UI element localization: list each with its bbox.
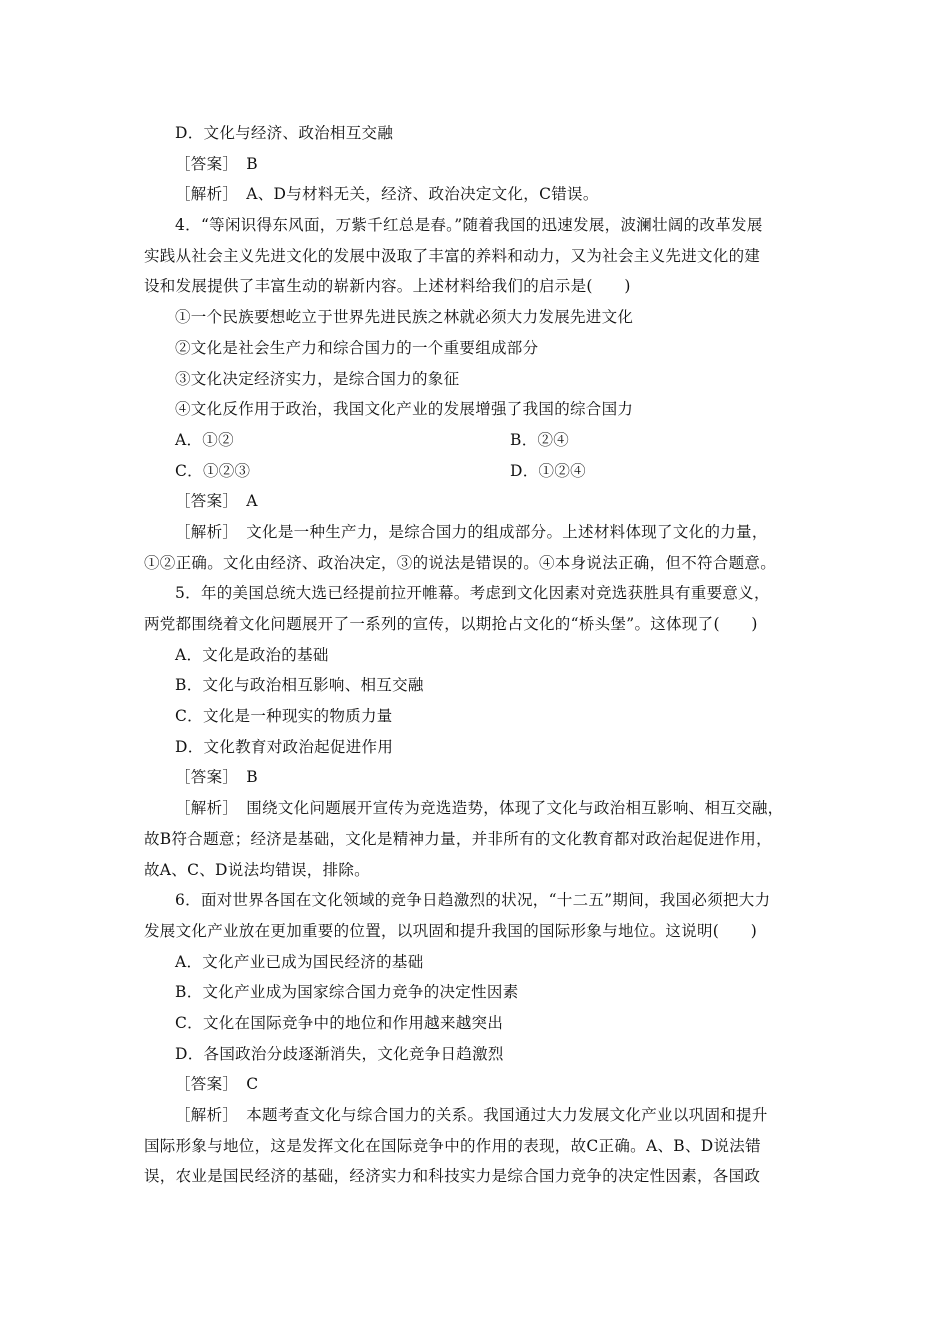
q4-analysis-line: ①②正确。文化由经济、政治决定，③的说法是错误的。④本身说法正确，但不符合题意。 [144,553,777,572]
q6-answer: ［答案］ C [175,1075,259,1094]
q6-analysis-line: 国际形象与地位，这是发挥文化在国际竞争中的作用的表现，故C正确。A、B、D说法错 [144,1136,761,1155]
q6-analysis-line: 误，农业是国民经济的基础，经济实力和科技实力是综合国力竞争的决定性因素，各国政 [144,1167,761,1186]
q4-statement: ②文化是社会生产力和综合国力的一个重要组成部分 [175,338,539,357]
q6-option: A．文化产业已成为国民经济的基础 [175,952,424,971]
q5-analysis-line: 故B符合题意；经济是基础，文化是精神力量，并非所有的文化教育都对政治起促进作用， [144,829,772,848]
document-page [144,118,810,1192]
q4-stem-line: 实践从社会主义先进文化的发展中汲取了丰富的养料和动力，又为社会主义先进文化的建 [144,246,761,265]
q4-statement: ③文化决定经济实力，是综合国力的象征 [175,369,460,388]
q4-option-d: D．①②④ [510,461,586,480]
q5-analysis-line: ［解析］ 围绕文化问题展开宣传为竞选造势，体现了文化与政治相互影响、相互交融， [175,799,784,818]
q4-analysis-line: ［解析］ 文化是一种生产力，是综合国力的组成部分。上述材料体现了文化的力量， [175,522,768,541]
q4-option-c: C．①②③ [175,461,251,480]
q6-analysis-line: ［解析］ 本题考查文化与综合国力的关系。我国通过大力发展文化产业以巩固和提升 [175,1106,768,1124]
q5-analysis-line: 故A、C、D说法均错误，排除。 [144,860,370,879]
q3-answer: ［答案］ B [175,154,258,173]
q6-stem-line: 发展文化产业放在更加重要的位置，以巩固和提升我国的国际形象与地位。这说明( ) [144,921,758,940]
q5-option: B．文化与政治相互影响、相互交融 [175,676,424,695]
q4-options-row [144,456,810,487]
q6-stem-line: 6．面对世界各国在文化领域的竞争日趋激烈的状况，“十二五”期间，我国必须把大力 [175,891,771,910]
q4-statement: ①一个民族要想屹立于世界先进民族之林就必须大力发展先进文化 [175,308,634,327]
q4-option-b: B．②④ [510,430,570,449]
q6-option: B．文化产业成为国家综合国力竞争的决定性因素 [175,983,519,1002]
q3-analysis: ［解析］ A、D与材料无关，经济、政治决定文化，C错误。 [175,185,599,204]
q4-stem-line: 4．“等闲识得东风面，万紫千红总是春。”随着我国的迅速发展，波澜壮阔的改革发展 [175,216,763,235]
q6-option: C．文化在国际竞争中的地位和作用越来越突出 [175,1013,504,1032]
q5-option: C．文化是一种现实的物质力量 [175,707,393,726]
q5-option: A．文化是政治的基础 [175,645,329,664]
q6-option: D．各国政治分歧逐渐消失，文化竞争日趋激烈 [175,1044,504,1063]
q5-stem-line: 两党都围绕着文化问题展开了一系列的宣传，以期抢占文化的“桥头堡”。这体现了( ) [144,615,758,633]
q5-stem-line: 5．年的美国总统大选已经提前拉开帷幕。考虑到文化因素对竞选获胜具有重要意义， [175,584,770,603]
q5-answer: ［答案］ B [175,768,258,787]
q4-options-row [144,425,810,456]
q4-option-a: A．①② [175,430,234,449]
q4-stem-line: 设和发展提供了丰富生动的崭新内容。上述材料给我们的启示是( ) [144,277,631,296]
q4-statement: ④文化反作用于政治，我国文化产业的发展增强了我国的综合国力 [175,400,634,419]
q3-option-d: D．文化与经济、政治相互交融 [175,124,394,142]
q5-option: D．文化教育对政治起促进作用 [175,737,394,756]
q4-answer: ［答案］ A [175,492,258,511]
